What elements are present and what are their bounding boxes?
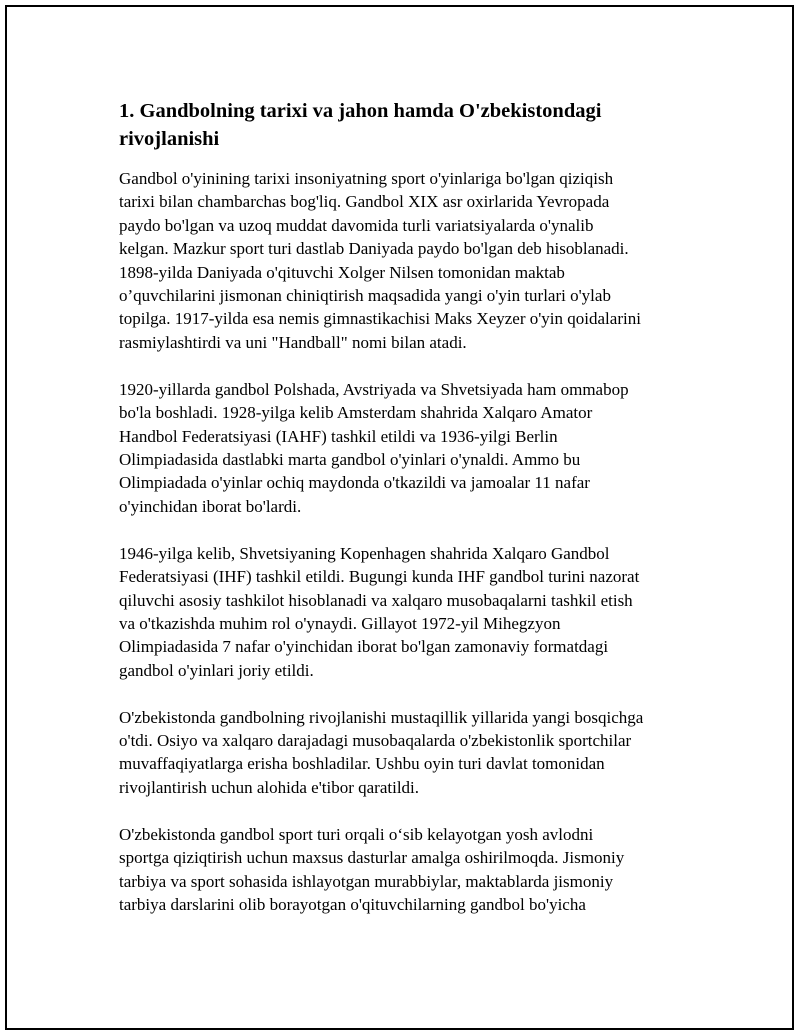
paragraph-ihf [119,542,709,682]
text-line: 1946-yilga kelib, Shvetsiyaning Kopenhagen shahrida Xalqaro Gandbol [119,543,610,563]
text-line: sportga qiziqtirish uchun maxsus dasturlar amalga oshirilmoqda. Jismoniy [119,848,625,868]
document-page [5,5,794,1030]
text-line: bo'la boshladi. 1928-yilga kelib Amsterdam shahrida Xalqaro Amator [119,403,593,423]
text-line: O'zbekistonda gandbolning rivojlanishi mustaqillik yillarida yangi bosqichga [119,707,644,727]
text-line: rivojlantirish uchun alohida e'tibor qaratildi. [119,777,420,797]
text-line: Gandbol o'yinining tarixi insoniyatning sport o'yinlariga bo'lgan qiziqish [119,169,614,188]
text-line: tarbiya va sport sohasida ishlayotgan murabbiylar, maktablarda jismoniy [119,871,614,891]
document-body [119,97,709,940]
text-line: o'tdi. Osiyo va xalqaro darajadagi musobaqalarda o'zbekistonlik sportchilar [119,731,632,751]
text-line: paydo bo'lgan va uzoq muddat davomida turli variatsiyalarda o'ynalib [119,215,594,235]
text-line: O'zbekistonda gandbol sport turi orqali o‘sib kelayotgan yosh avlodni [119,824,594,844]
text-line: o’quvchilarini jismonan chiniqtirish maqsadida yangi o'yin turlari o'ylab [119,286,611,306]
section-heading [119,97,709,153]
text-line: 1920-yillarda gandbol Polshada, Avstriyada va Shvetsiyada ham ommabop [119,379,629,399]
text-line: Olimpiadasida dastlabki marta gandbol o'yinlari o'ynaldi. Ammo bu [119,449,581,469]
text-line: 1898-yilda Daniyada o'qituvchi Xolger Nilsen tomonidan maktab [119,262,565,282]
text-line: rasmiylashtirdi va uni "Handball" nomi bilan atadi. [119,332,467,352]
heading-line: 1. Gandbolning tarixi va jahon hamda O'zbekistondagi [119,100,602,122]
heading-line: rivojlanishi [119,128,220,150]
text-line: muvaffaqiyatlarga erisha boshladilar. Ushbu oyin turi davlat tomonidan [119,754,605,774]
paragraph-history [119,167,709,354]
paragraph-youth-programs [119,823,709,917]
text-line: o'yinchidan iborat bo'lardi. [119,496,302,516]
text-line: Olimpiadada o'yinlar ochiq maydonda o'tkazildi va jamoalar 11 nafar [119,473,590,493]
text-line: Olimpiadasida 7 nafar o'yinchidan iborat bo'lgan zamonaviy formatdagi [119,637,609,657]
text-line: kelgan. Mazkur sport turi dastlab Daniyada paydo bo'lgan deb hisoblanadi. [119,239,629,259]
paragraph-1920s [119,378,709,518]
text-line: Federatsiyasi (IHF) tashkil etildi. Bugungi kunda IHF gandbol turini nazorat [119,567,640,587]
text-line: topilga. 1917-yilda esa nemis gimnastikachisi Maks Xeyzer o'yin qoidalarini [119,309,641,329]
text-line: va o'tkazishda muhim rol o'ynaydi. Gillayot 1972-yil Mihegzyon [119,613,561,633]
text-line: tarixi bilan chambarchas bog'liq. Gandbol XIX asr oxirlarida Yevropada [119,192,610,212]
text-line: tarbiya darslarini olib borayotgan o'qituvchilarning gandbol bo'yicha [119,894,586,914]
text-line: qiluvchi asosiy tashkilot hisoblanadi va xalqaro musobaqalarni tashkil etish [119,590,633,610]
text-line: gandbol o'yinlari joriy etildi. [119,660,314,680]
text-line: Handbol Federatsiyasi (IAHF) tashkil etildi va 1936-yilgi Berlin [119,426,558,446]
paragraph-uzbekistan [119,706,709,800]
